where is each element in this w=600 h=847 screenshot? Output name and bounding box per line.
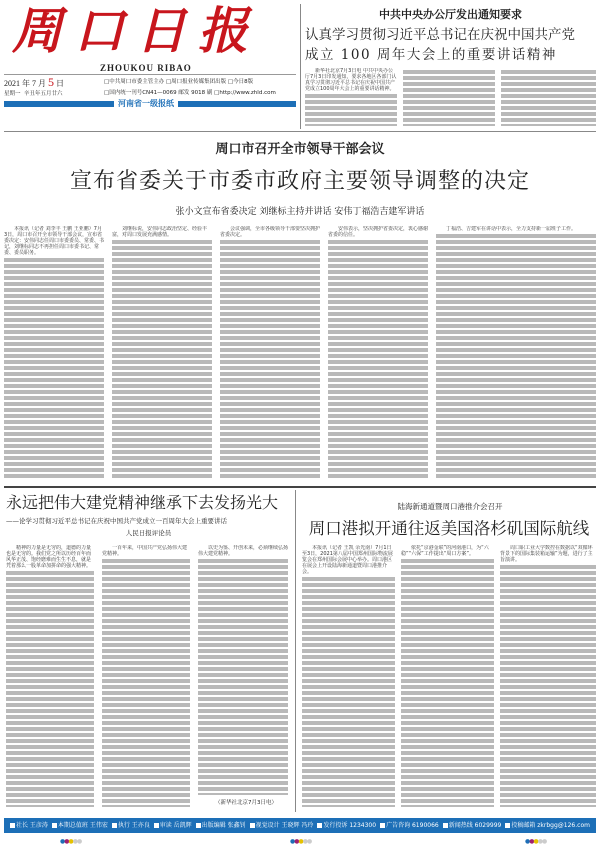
article-column — [401, 545, 494, 807]
year: 2021 — [4, 79, 20, 88]
article-text: 本报讯（记者 刘李丰 王鹏 王亚鹏）7月3日，周口市召开全市领导干部会议，宣布省委决定：安伟同志任周口市委委员、常委、书记，刘继标同志不再担任周口市委书记、常委、委员职务。 — [4, 226, 104, 256]
top-story-headline-2[interactable]: 成立 100 周年大会上的重要讲话精神 — [305, 47, 557, 63]
footer-item: 视觉设计 王晓辉 冯玲 — [250, 822, 314, 830]
article-text: 周口职工业大学数控在数据以“双循环背景下的国际集装箱运输”为题，进行了主旨演讲。 — [500, 545, 596, 563]
year-label: 年 — [22, 79, 30, 88]
footer-item: 社长 王彦涛 — [10, 822, 48, 830]
article-text: 精神的力量是无穷的，道德的力量也是无穷的。我们党之所以历经百年而风华正茂、饱经磨难而生生不息，就是凭着那么一股革命加拼命的强大精神。 — [6, 545, 94, 569]
port-story-headline[interactable]: 周口港拟开通往返美国洛杉矶国际航线 — [308, 519, 590, 538]
day: 5 — [48, 75, 54, 89]
article-column — [500, 545, 596, 807]
color-registration-icon: ●●●●● — [60, 838, 82, 845]
article-text: 新华社北京7月3日电 中共中央办公厅7月3日印发通知，要求各地区各部门认真学习贯彻习近平总书记在庆祝中国共产党成立100周年大会上的重要讲话精神。 — [305, 68, 397, 92]
commentary-subhead: ——论学习贯彻习近平总书记在庆祝中国共产党成立一百周年大会上重要讲话 — [6, 517, 227, 525]
article-text: 以史为鉴、开创未来，必须继续弘扬伟大建党精神。 — [198, 545, 288, 557]
article-column — [112, 226, 212, 480]
article-column — [436, 226, 596, 480]
footer-credits — [4, 818, 596, 833]
commentary-source: （新华社北京7月3日电） — [215, 800, 277, 806]
divider — [300, 4, 301, 129]
weekday-line — [4, 91, 63, 98]
masthead-logo: 周口日报 — [12, 1, 260, 60]
footer-item: 执行 王亦良 — [112, 822, 150, 830]
color-registration-icon: ●●●●● — [525, 838, 547, 845]
issue-date — [4, 76, 64, 90]
article-column — [6, 545, 94, 807]
lead-story-headline[interactable]: 宣布省委关于市委市政府主要领导调整的决定 — [69, 169, 530, 194]
color-registration-icon: ●●●●● — [290, 838, 312, 845]
article-column — [501, 68, 596, 126]
article-column — [403, 68, 495, 126]
article-column — [198, 545, 288, 795]
article-text: 会议强调，全市各级领导干部要坚决拥护省委决定。 — [220, 226, 320, 238]
weekday: 星期一 — [4, 91, 21, 97]
meta-item: □国内统一刊号CN41—0069 邮发 9018 刷 — [104, 90, 213, 96]
article-text: 安伟表示，坚决拥护省委决定，衷心感谢省委的信任。 — [328, 226, 428, 238]
day-label: 日 — [56, 79, 64, 88]
meta-item: □中共周口市委主管主办 — [104, 79, 165, 85]
footer-item: 审读 岳凯辉 — [154, 822, 192, 830]
commentary-headline[interactable]: 永远把伟大建党精神继承下去发扬光大 — [6, 493, 279, 512]
commentary-byline: 人民日报评论员 — [125, 529, 172, 537]
footer-item: 发行投诉 1234300 — [317, 822, 376, 830]
top-story-headline-1[interactable]: 认真学习贯彻习近平总书记在庆祝中国共产党 — [305, 27, 575, 43]
article-column — [328, 226, 428, 480]
top-story-kicker: 中共中央办公厅发出通知要求 — [379, 8, 522, 21]
lunar-date: 辛丑年五月廿六 — [24, 91, 63, 97]
divider — [4, 486, 596, 488]
month-label: 月 — [38, 79, 46, 88]
article-text: 刘继标说，安伟同志政治坚定、经验丰富，对周口发展充满感情。 — [112, 226, 212, 238]
rank-bar — [4, 101, 296, 107]
footer-item: 投稿邮箱 zkrbgg@126.com — [505, 822, 590, 830]
article-text: 依托“京港金联”的河南港口，为“六稳”“六保”工作提出“周口方案”。 — [401, 545, 494, 557]
lead-story-subhead: 张小文宣布省委决定 刘继标主持并讲话 安伟丁福浩吉建军讲话 — [175, 207, 425, 217]
divider — [295, 490, 296, 812]
article-column — [302, 545, 395, 807]
article-text: 丁福浩、吉建军在讲话中表示，全力支持新一届班子工作。 — [436, 226, 596, 232]
article-column — [305, 68, 397, 126]
footer-item: 广告咨询 6190066 — [380, 822, 439, 830]
meta-item: □周口报业传媒集团出版 — [165, 79, 227, 85]
port-story-kicker: 陆海新通道暨周口港推介会召开 — [397, 502, 503, 511]
meta-item: □今日8版 — [227, 79, 254, 85]
publisher-info-2 — [104, 90, 276, 97]
footer-item: 本期总值班 王伟宏 — [52, 822, 108, 830]
article-column — [4, 226, 104, 480]
article-text: 一百年来，中国共产党弘扬伟大建党精神。 — [102, 545, 190, 557]
rank-label: 河南省一级报纸 — [114, 99, 178, 109]
article-column — [220, 226, 320, 480]
footer-item: 出版编辑 张鑫钊 — [196, 822, 246, 830]
article-text: 本报讯（记者 王凯 余光南）7月1日至3日，2021第八届中国郑州国际物流展览会在郑州国际会展中心举办。周口港区在展会上开设陆海新通道暨周口港推介会。 — [302, 545, 395, 575]
article-column — [102, 545, 190, 807]
website-link[interactable]: □http://www.zhld.com — [214, 90, 276, 96]
divider — [4, 131, 596, 132]
masthead-pinyin: ZHOUKOU RIBAO — [100, 63, 192, 73]
lead-story-kicker: 周口市召开全市领导干部会议 — [215, 142, 385, 157]
publisher-info — [104, 79, 253, 86]
month: 7 — [32, 79, 36, 88]
footer-item: 新闻热线 6029999 — [443, 822, 502, 830]
